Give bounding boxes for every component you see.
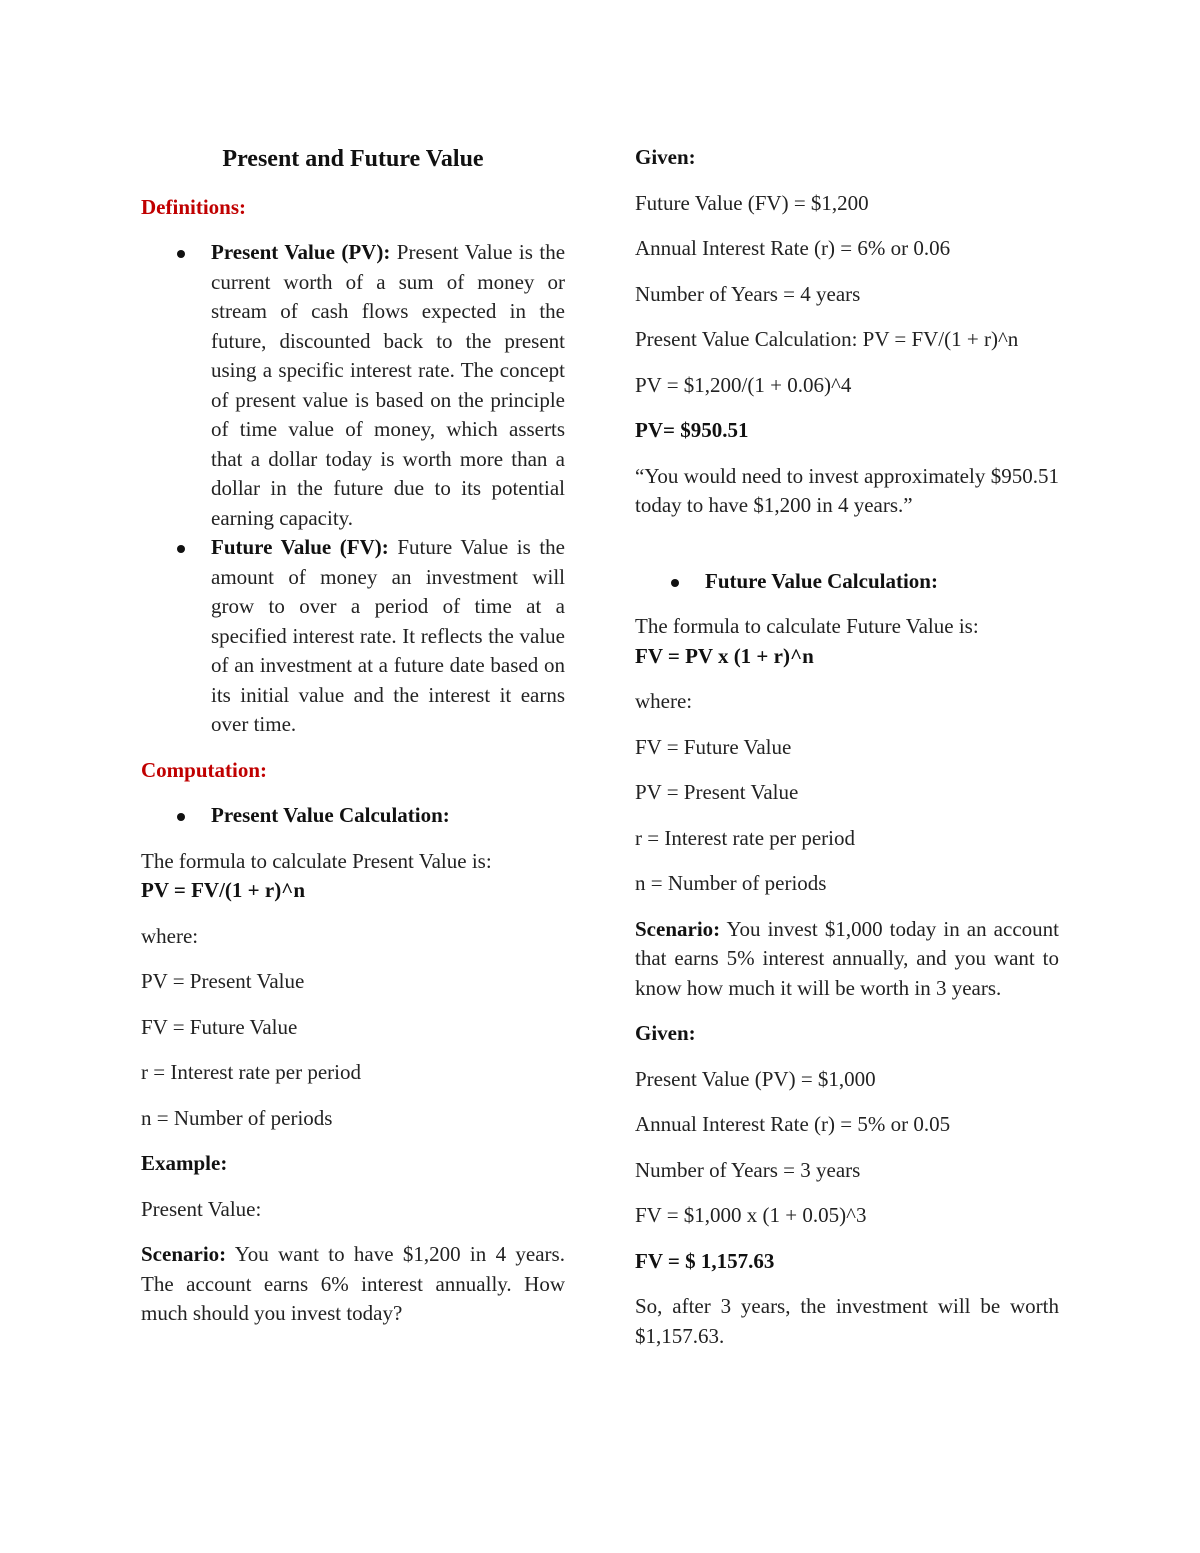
fv-step: FV = $1,000 x (1 + 0.05)^3 [635, 1203, 867, 1227]
fv-var: FV = Future Value [635, 734, 792, 759]
pv-calc-bullet [141, 801, 565, 831]
bullet-icon [177, 813, 185, 821]
pv-step: PV = $1,200/(1 + 0.06)^4 [635, 372, 852, 397]
pv-var: r = Interest rate per period [141, 1060, 361, 1084]
fv-calc-heading: Future Value Calculation: [705, 568, 938, 593]
fv-result: FV = $ 1,157.63 [635, 1248, 775, 1273]
definitions-heading: Definitions: [141, 194, 246, 219]
given-item: Number of Years = 4 years [635, 281, 861, 306]
fv-var: PV = Present Value [635, 780, 799, 804]
pv-result: PV= $950.51 [635, 418, 749, 442]
fv-var: n = Number of periods [635, 871, 827, 895]
left-column [141, 140, 565, 1329]
scenario-text: You want to have $1,200 in 4 years. The account earns 6% interest annually. How much should you invest today? [141, 1242, 565, 1325]
pv-var: n = Number of periods [141, 1105, 333, 1130]
right-column [635, 140, 1059, 1351]
pv-formula: PV = FV/(1 + r)^n [141, 878, 306, 902]
pv-scenario [141, 1240, 565, 1329]
definition-term: Present Value (PV): [211, 240, 391, 264]
pv-calc-line: Present Value Calculation: PV = FV/(1 + r)^n [635, 327, 1019, 351]
example-subtitle: Present Value: [141, 1196, 262, 1221]
computation-heading: Computation: [141, 757, 268, 782]
fv-calc-bullet [635, 567, 1059, 597]
given-item: Number of Years = 3 years [635, 1157, 861, 1182]
pv-calc-heading: Present Value Calculation: [211, 803, 450, 827]
fv-formula: FV = PV x (1 + r)^n [635, 643, 814, 668]
definition-text: Present Value is the current worth of a sum of money or stream of cash flows expected in the future, discounted back to the present using a specific interest rate. The concept of present value is based on the principle of time value of money, which asserts that a dollar today is worth more than a dollar in the future due to its potential earning capacity. [211, 240, 566, 530]
definition-term: Future Value (FV): [211, 535, 389, 559]
pv-var: FV = Future Value [141, 1014, 298, 1039]
fv-where: where: [635, 689, 693, 713]
pv-var: PV = Present Value [141, 969, 305, 993]
definition-item-pv [141, 238, 565, 533]
bullet-icon [177, 545, 185, 553]
pv-quote: “You would need to invest approximately $950.51 today to have $1,200 in 4 years.” [635, 463, 1059, 517]
given-item: Annual Interest Rate (r) = 5% or 0.05 [635, 1112, 951, 1136]
example-label: Example: [141, 1151, 228, 1175]
pv-calc-bullet-list [141, 801, 565, 831]
pv-where: where: [141, 923, 199, 948]
bullet-icon [671, 579, 679, 587]
fv-scenario [635, 915, 1059, 1004]
given-item: Future Value (FV) = $1,200 [635, 190, 869, 215]
scenario-label: Scenario: [635, 916, 721, 941]
given-item: Present Value (PV) = $1,000 [635, 1066, 876, 1091]
pv-formula-intro [141, 847, 565, 877]
fv-formula-intro: The formula to calculate Future Value is: [635, 614, 979, 638]
given-item: Annual Interest Rate (r) = 6% or 0.06 [635, 236, 951, 260]
given-label: Given: [635, 145, 696, 169]
fv-calc-bullet-list [635, 567, 1059, 597]
fv-conclusion: So, after 3 years, the investment will be worth $1,157.63. [635, 1294, 1059, 1348]
given-label: Given: [635, 1021, 696, 1045]
definitions-list [141, 238, 565, 740]
bullet-icon [177, 250, 185, 258]
fv-var: r = Interest rate per period [635, 825, 855, 850]
page-title: Present and Future Value [222, 146, 484, 172]
scenario-label: Scenario: [141, 1242, 227, 1266]
pv-intro-text: The formula to calculate Present Value is: [141, 848, 492, 873]
definition-item-fv [141, 533, 565, 740]
definition-text: Future Value is the amount of money an investment will grow to over a period of time at a specified interest rate. It reflects the value of an investment at a future date based on its initial value and the interest it earns over time. [211, 535, 565, 736]
scenario-text: You invest $1,000 today in an account that earns 5% interest annually, and you want to know how much it will be worth in 3 years. [635, 916, 1059, 1000]
